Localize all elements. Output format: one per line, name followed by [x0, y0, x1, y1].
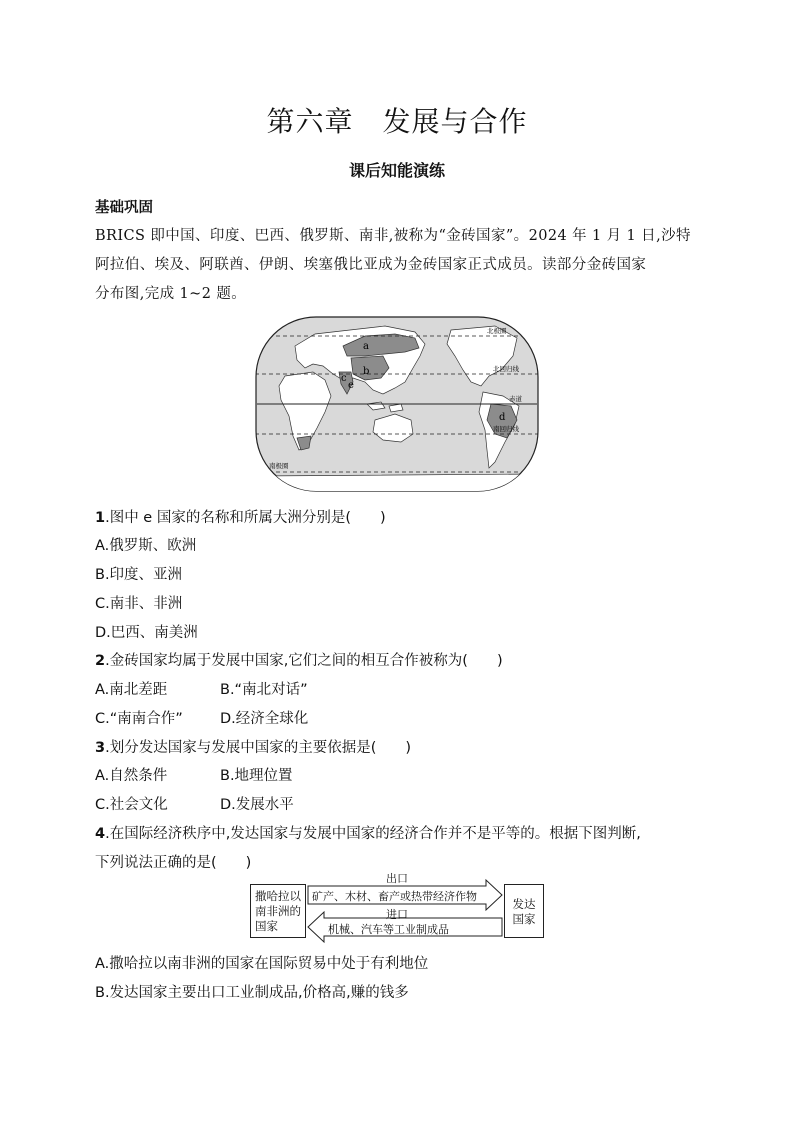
q1-option-b[interactable]: B.印度、亚洲: [95, 567, 183, 583]
question-text: .在国际经济秩序中,发达国家与发展中国家的经济合作并不是平等的。根据下图判断,: [105, 826, 641, 842]
question-3-stem: [95, 736, 411, 757]
q4-option-b[interactable]: B.发达国家主要出口工业制成品,价格高,赚的钱多: [95, 985, 409, 1001]
question-number: 1: [95, 510, 106, 526]
q1-option-d[interactable]: D.巴西、南美洲: [95, 625, 198, 641]
section-title: 基础巩固: [95, 200, 153, 216]
question-number: 4: [95, 826, 106, 842]
intro-line: 分布图,完成 1~2 题。: [95, 286, 247, 302]
q3-options-row-2: [95, 793, 395, 814]
q2-option-b[interactable]: B.“南北对话”: [220, 682, 308, 698]
export-goods: 矿产、木材、畜产或热带经济作物: [312, 890, 477, 903]
import-label: 进口: [386, 908, 408, 921]
q2-option-d[interactable]: D.经济全球化: [220, 711, 309, 727]
map-label-c: c: [341, 373, 347, 384]
q3-option-c[interactable]: C.社会文化: [95, 797, 168, 813]
chapter-title: 第六章 发展与合作: [266, 105, 528, 138]
question-number: 2: [95, 653, 106, 669]
tropic-capricorn-label: 南回归线: [493, 425, 519, 433]
tropic-cancer-label: 北回归线: [493, 365, 519, 373]
q1-option-a[interactable]: A.俄罗斯、欧洲: [95, 538, 197, 554]
antarctica-land: [255, 474, 539, 492]
flow-right-line: 发达: [512, 897, 536, 911]
q3-option-a[interactable]: A.自然条件: [95, 768, 168, 784]
intro-paragraph: [95, 222, 705, 309]
flow-left-box: [250, 884, 306, 938]
flow-right-line: 国家: [512, 912, 536, 926]
flow-right-box: [504, 884, 544, 938]
flow-left-line: 南非洲的: [255, 904, 301, 918]
map-label-d: d: [499, 412, 506, 423]
antarctic-label: 南极圈: [269, 462, 289, 470]
question-text: .图中 e 国家的名称和所属大洲分别是( ): [105, 510, 386, 526]
intro-line: 阿拉伯、埃及、阿联酋、伊朗、埃塞俄比亚成为金砖国家正式成员。读部分金砖国家: [95, 257, 647, 273]
q1-option-c[interactable]: C.南非、非洲: [95, 596, 183, 612]
intro-line: BRICS 即中国、印度、巴西、俄罗斯、南非,被称为“金砖国家”。2024 年 1 月 1 日,沙特: [95, 228, 691, 244]
question-4-stem-line-2: 下列说法正确的是( ): [95, 855, 252, 871]
q2-option-a[interactable]: A.南北差距: [95, 682, 168, 698]
question-text: .划分发达国家与发展中国家的主要依据是( ): [105, 740, 412, 756]
trade-flow-diagram: [250, 870, 546, 946]
map-label-e: e: [348, 380, 354, 391]
page-subtitle: 课后知能演练: [348, 161, 445, 180]
q3-option-b[interactable]: B.地理位置: [220, 768, 293, 784]
map-label-a: a: [363, 341, 369, 352]
map-label-b: b: [363, 366, 370, 377]
arctic-label: 北极圈: [487, 327, 507, 335]
q2-options-row-2: [95, 707, 395, 728]
world-map: [255, 316, 539, 492]
question-1-stem: [95, 506, 386, 527]
q2-option-c[interactable]: C.“南南合作”: [95, 711, 183, 727]
export-label: 出口: [386, 872, 408, 885]
q4-option-a[interactable]: A.撒哈拉以南非洲的国家在国际贸易中处于有利地位: [95, 956, 429, 972]
q2-options-row-1: [95, 678, 395, 699]
q3-options-row-1: [95, 764, 395, 785]
q3-option-d[interactable]: D.发展水平: [220, 797, 294, 813]
equator-label: 赤道: [509, 395, 522, 403]
flow-left-line: 国家: [255, 919, 278, 933]
flow-left-line: 撒哈拉以: [255, 889, 301, 903]
question-text: .金砖国家均属于发展中国家,它们之间的相互合作被称为( ): [105, 653, 503, 669]
question-4-stem: [95, 822, 641, 843]
question-2-stem: [95, 649, 503, 670]
question-number: 3: [95, 740, 106, 756]
import-goods: 机械、汽车等工业制成品: [328, 923, 449, 936]
